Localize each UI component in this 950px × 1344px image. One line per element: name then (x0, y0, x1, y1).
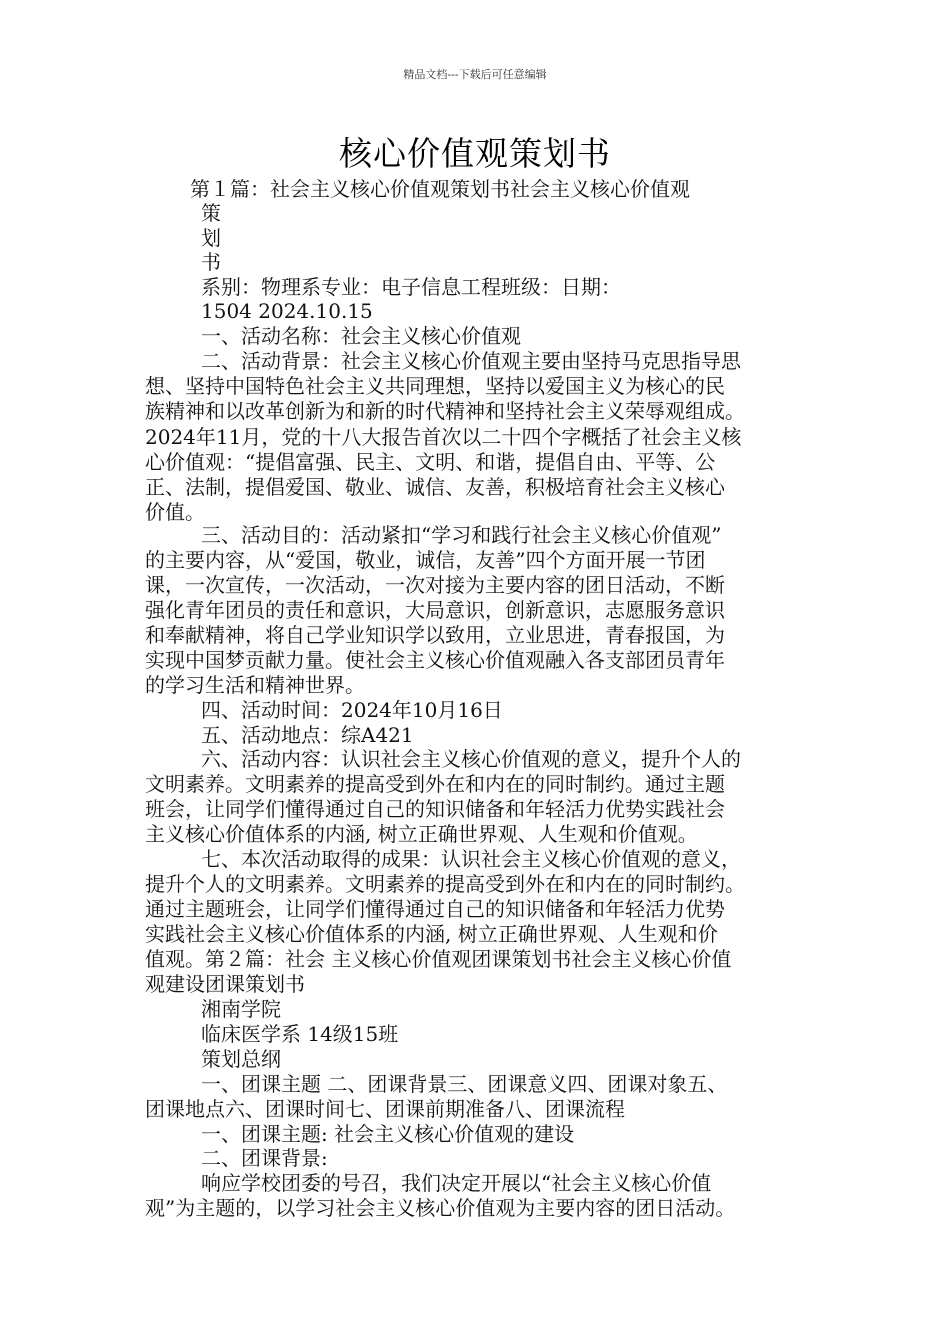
text-line: 二、活动背景：社会主义核心价值观主要由坚持马克思指导思 (201, 349, 741, 373)
text-line: 策划总纲 (201, 1047, 281, 1071)
text-line: 课，一次宣传，一次活动，一次对接为主要内容的团日活动，不断 (145, 573, 725, 597)
text-line: 响应学校团委的号召，我们决定开展以“社会主义核心价值 (201, 1171, 712, 1195)
text-line: 1504 2024.10.15 (201, 299, 373, 323)
text-line: 第１篇：社会主义核心价值观策划书社会主义核心价值观 (190, 177, 690, 201)
text-line: 临床医学系 14级15班 (201, 1022, 399, 1046)
text-line: 值观。第２篇：社会 主义核心价值观团课策划书社会主义核心价值 (145, 947, 732, 971)
text-line: 一、团课主题: 社会主义核心价值观的建设 (201, 1122, 575, 1146)
text-line: 湘南学院 (201, 997, 281, 1021)
page-header: 精品文档---下载后可任意编辑 (403, 68, 547, 81)
text-line: 文明素养。文明素养的提高受到外在和内在的同时制约。通过主题 (145, 772, 725, 796)
text-line: 一、团课主题 二、团课背景三、团课意义四、团课对象五、 (201, 1072, 728, 1096)
text-line: 的学习生活和精神世界。 (145, 673, 365, 697)
text-line: 和奉献精神，将自己学业知识学以致用，立业思进，青春报国，为 (145, 623, 725, 647)
text-line: 六、活动内容：认识社会主义核心价值观的意义，提升个人的 (201, 747, 741, 771)
text-line: 的主要内容，从“爱国，敬业，诚信，友善”四个方面开展一节团 (145, 548, 706, 572)
text-line: 族精神和以改革创新为和新的时代精神和坚持社会主义荣辱观组成。 (145, 399, 745, 423)
text-line: 四、活动时间：2024年10月16日 (201, 698, 503, 722)
text-line: 五、活动地点：综A421 (201, 723, 414, 747)
text-line: 策 (201, 201, 221, 225)
text-line: 书 (201, 250, 221, 274)
text-line: 系别：物理系专业：电子信息工程班级：日期： (201, 275, 621, 299)
text-line: 三、活动目的：活动紧扣“学习和践行社会主义核心价值观” (201, 523, 722, 547)
text-line: 观”为主题的，以学习社会主义核心价值观为主要内容的团日活动。 (145, 1196, 736, 1220)
text-line: 价值。 (145, 500, 205, 524)
text-line: 七、本次活动取得的成果：认识社会主义核心价值观的意义， (201, 847, 741, 871)
text-line: 想、坚持中国特色社会主义共同理想，坚持以爱国主义为核心的民 (145, 374, 725, 398)
text-line: 实现中国梦贡献力量。使社会主义核心价值观融入各支部团员青年 (145, 648, 725, 672)
text-line: 二、团课背景: (201, 1146, 328, 1170)
text-line: 一、活动名称：社会主义核心价值观 (201, 324, 521, 348)
text-line: 主义核心价值体系的内涵, 树立正确世界观、人生观和价值观。 (145, 822, 698, 846)
text-line: 心价值观：“提倡富强、民主、文明、和谐，提倡自由、平等、公 (145, 450, 716, 474)
text-line: 通过主题班会，让同学们懂得通过自己的知识储备和年轻活力优势 (145, 897, 725, 921)
text-line: 强化青年团员的责任和意识，大局意识，创新意识，志愿服务意识 (145, 598, 725, 622)
text-line: 观建设团课策划书 (145, 972, 305, 996)
text-line: 划 (201, 226, 221, 250)
text-line: 提升个人的文明素养。文明素养的提高受到外在和内在的同时制约。 (145, 872, 745, 896)
text-line: 班会，让同学们懂得通过自己的知识储备和年轻活力优势实践社会 (145, 797, 725, 821)
text-line: 2024年11月，党的十八大报告首次以二十四个字概括了社会主义核 (145, 425, 742, 449)
document-title: 核心价值观策划书 (339, 134, 611, 173)
text-line: 实践社会主义核心价值体系的内涵, 树立正确世界观、人生观和价 (145, 922, 718, 946)
text-line: 正、法制，提倡爱国、敬业、诚信、友善，积极培育社会主义核心 (145, 475, 725, 499)
text-line: 团课地点六、团课时间七、团课前期准备八、团课流程 (145, 1097, 625, 1121)
